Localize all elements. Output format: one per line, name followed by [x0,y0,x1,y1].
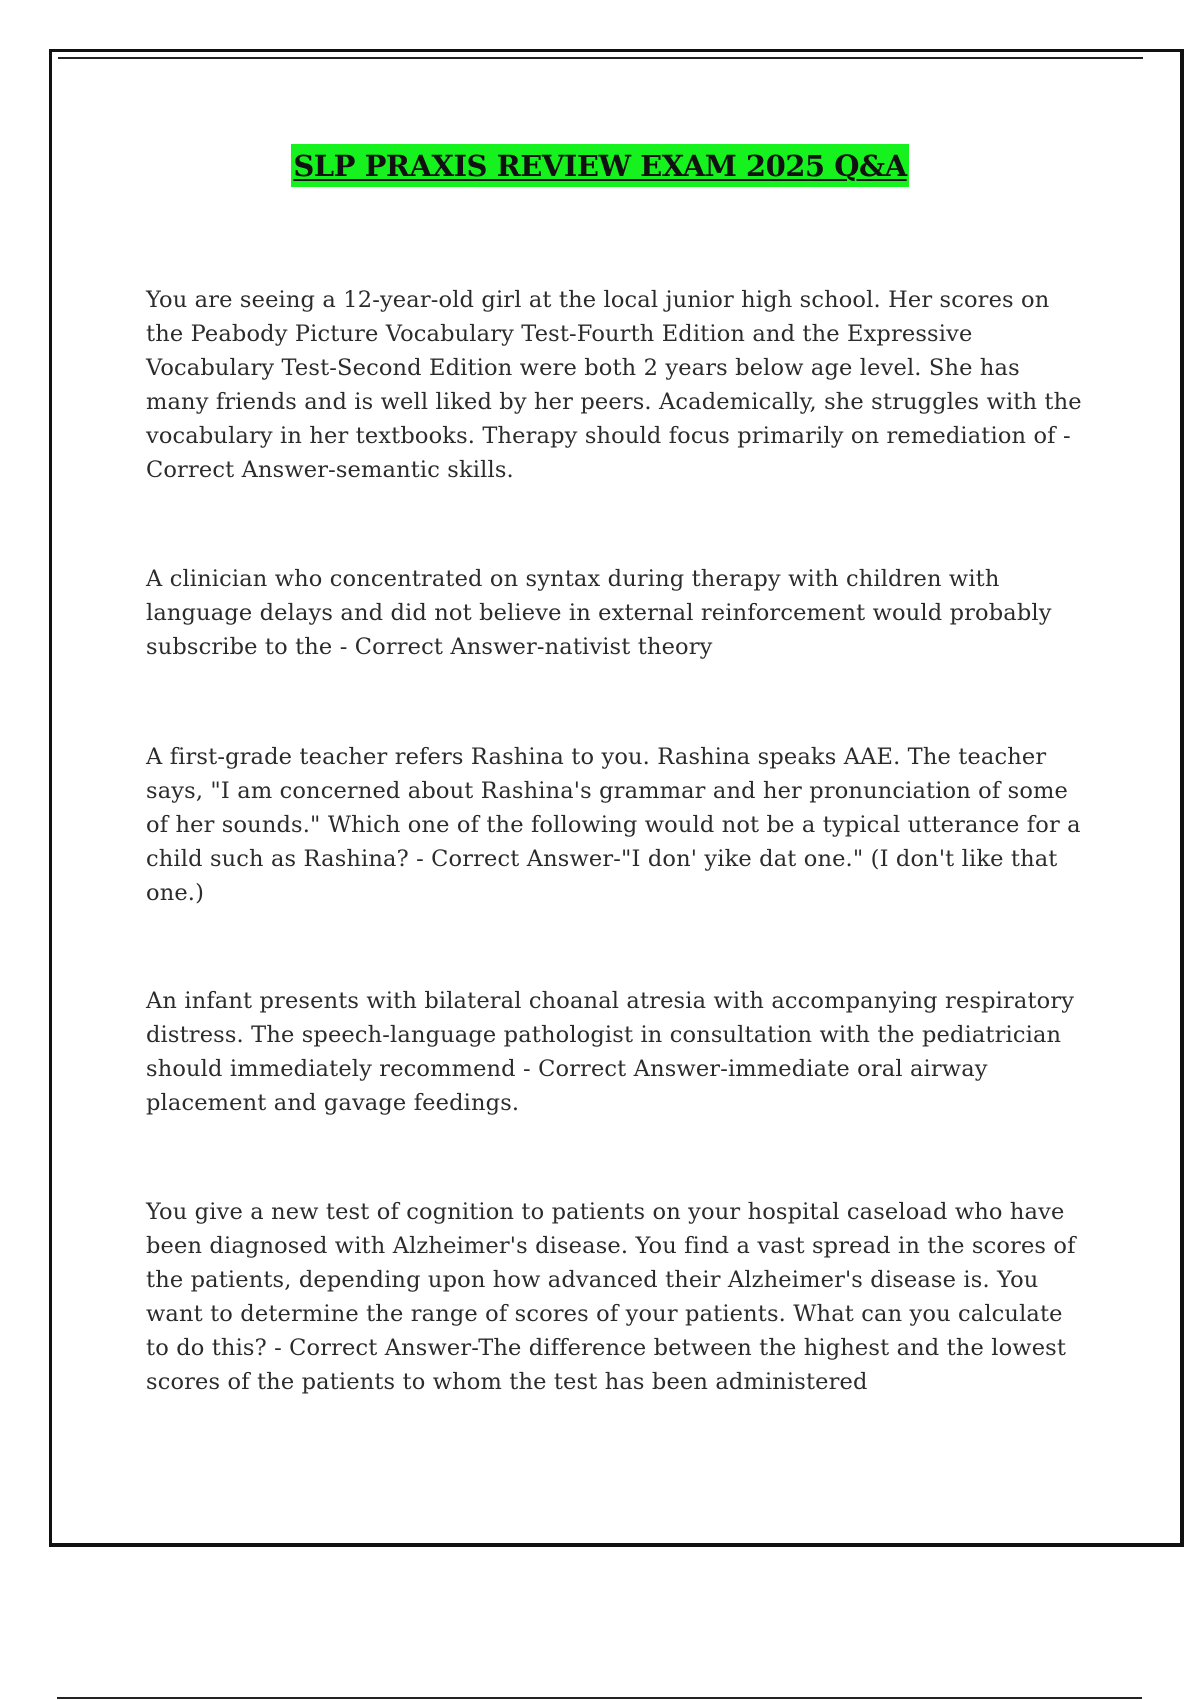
qa-item-5: You give a new test of cognition to patients on your hospital caseload who have been diagnosed with Alzheimer's disease. You find a vast spread in the scores of the patients, depending upon how advanced their Alzheimer's disease is. You want to determine the range of scores of your patients. What can you calculate to do this? - Correct Answer-The difference between the highest and the lowest scores of the patients to whom the test has been administered [146,1199,1076,1395]
title-container [0,144,1200,187]
qa-item-1: You are seeing a 12-year-old girl at the local junior high school. Her scores on the Peabody Picture Vocabulary Test-Fourth Edition and the Expressive Vocabulary Test-Second Edition were both 2 years below age level. She has many friends and is well liked by her peers. Academically, she struggles with the vocabulary in her textbooks. Therapy should focus primarily on remediation of - Correct Answer-semantic skills. [146,287,1082,483]
page-title: SLP PRAXIS REVIEW EXAM 2025 Q&A [291,144,908,187]
header-rule [58,57,1143,59]
qa-item-2: A clinician who concentrated on syntax during therapy with children with language delays and did not believe in external reinforcement would probably subscribe to the - Correct Answer-nativist theory [146,566,1052,660]
qa-item-3: A first-grade teacher refers Rashina to you. Rashina speaks AAE. The teacher says, "I am concerned about Rashina's grammar and her pronunciation of some of her sounds." Which one of the following would not be a typical utterance for a child such as Rashina? - Correct Answer-"I don' yike dat one." (I don't like that one.) [146,744,1081,906]
qa-item-4: An infant presents with bilateral choanal atresia with accompanying respiratory distress. The speech-language pathologist in consultation with the pediatrician should immediately recommend - Correct Answer-immediate oral airway placement and gavage feedings. [146,988,1075,1116]
footer-rule [57,1697,1142,1699]
